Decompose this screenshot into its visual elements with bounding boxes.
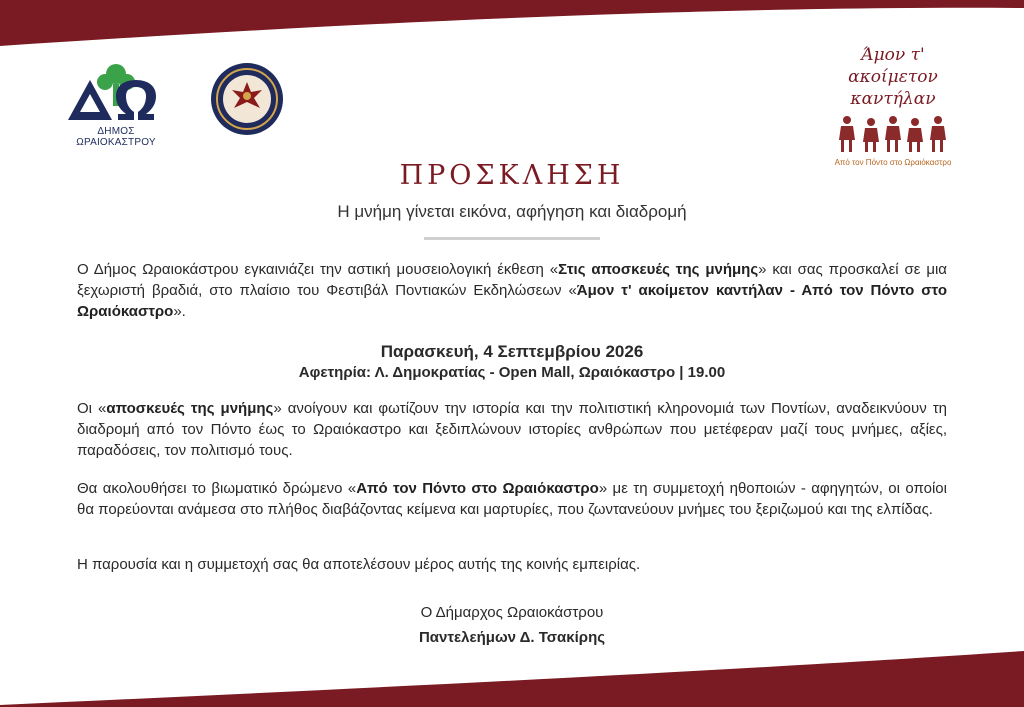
performance-text-1: Θα ακολουθήσει το βιωματικό δρώμενο «: [77, 480, 357, 497]
signature-block: [0, 600, 1024, 650]
dimos-caption: ΔΗΜΟΣ ΩΡΑΙΟΚΑΣΤΡΟΥ: [76, 126, 156, 148]
festival-logo: [818, 44, 968, 174]
memory-paragraph: [77, 398, 947, 461]
dancers-illustration: [835, 114, 951, 154]
closing-paragraph: Η παρουσία και η συμμετοχή σας θα αποτελέσουν μέρος αυτής της κοινής εμπειρίας.: [77, 556, 641, 573]
signature-name: Παντελεήμων Δ. Τσακίρης: [418, 629, 606, 646]
performance-text-2: » με τη συμμετοχή ηθοποιών - αφηγητών, οι οποίοι θα πορεύονται ανάμεσα στο πλήθος διαβάζοντας κείμενα και μαρτυρίες, που ζωντανεύουν μνήμες του ξεριζωμού και της ελπίδας.: [77, 480, 947, 518]
intro-paragraph: [77, 259, 947, 322]
memory-bold: αποσκευές της μνήμης: [106, 400, 274, 417]
event-details: [0, 341, 1024, 383]
festival-title-line2: καντήλαν: [850, 89, 936, 109]
page-subtitle: Η μνήμη γίνεται εικόνα, αφήγηση και διαδρομή: [337, 202, 687, 221]
performance-paragraph: [77, 478, 947, 520]
intro-text-2: » και σας προσκαλεί σε μια ξεχωριστή βραδιά, στο πλαίσιο του Φεστιβάλ Ποντιακών Εκδηλώσεων «: [77, 261, 947, 299]
intro-text-1: Ο Δήμος Ωραιοκάστρου εγκαινιάζει την αστική μουσειολογική έκθεση «: [77, 261, 559, 278]
intro-text-3: ».: [173, 303, 186, 320]
bottom-wave-decoration: [0, 647, 1024, 707]
memory-text-2: » ανοίγουν και φωτίζουν την ιστορία και την πολιτιστική κληρονομιά των Ποντίων, αναδεικνύουν τη διαδρομή από τον Πόντο έως το Ωραιόκαστρο και ξεδιπλώνουν ιστορίες ανθρώπων που μετέφεραν μαζί τους μνήμες, αξίες, παραδόσεις, τον πολιτισμό τους.: [77, 400, 948, 459]
divider: [424, 237, 600, 240]
seal-emblem: [210, 62, 284, 136]
performance-name: Από τον Πόντο στο Ωραιόκαστρο: [356, 480, 599, 497]
exhibition-name: Στις αποσκευές της μνήμης: [558, 261, 759, 278]
signature-role: Ο Δήμαρχος Ωραιοκάστρου: [420, 604, 604, 621]
memory-text-1: Οι «: [77, 400, 107, 417]
page-title: ΠΡΟΣΚΛΗΣΗ: [399, 160, 625, 191]
festival-title-line1: Άμον τ' ακοίμετον: [848, 45, 938, 87]
event-place: Αφετηρία: Λ. Δημοκρατίας - Open Mall, Ωραιόκαστρο | 19.00: [298, 364, 726, 381]
festival-subtitle: Από τον Πόντο στο Ωραιόκαστρο: [834, 158, 952, 167]
festival-name: Άμον τ' ακοίμετον καντήλαν - Από τον Πόντο στο Ωραιόκαστρο: [77, 282, 947, 320]
event-date: Παρασκευή, 4 Σεπτεμβρίου 2026: [380, 342, 644, 361]
